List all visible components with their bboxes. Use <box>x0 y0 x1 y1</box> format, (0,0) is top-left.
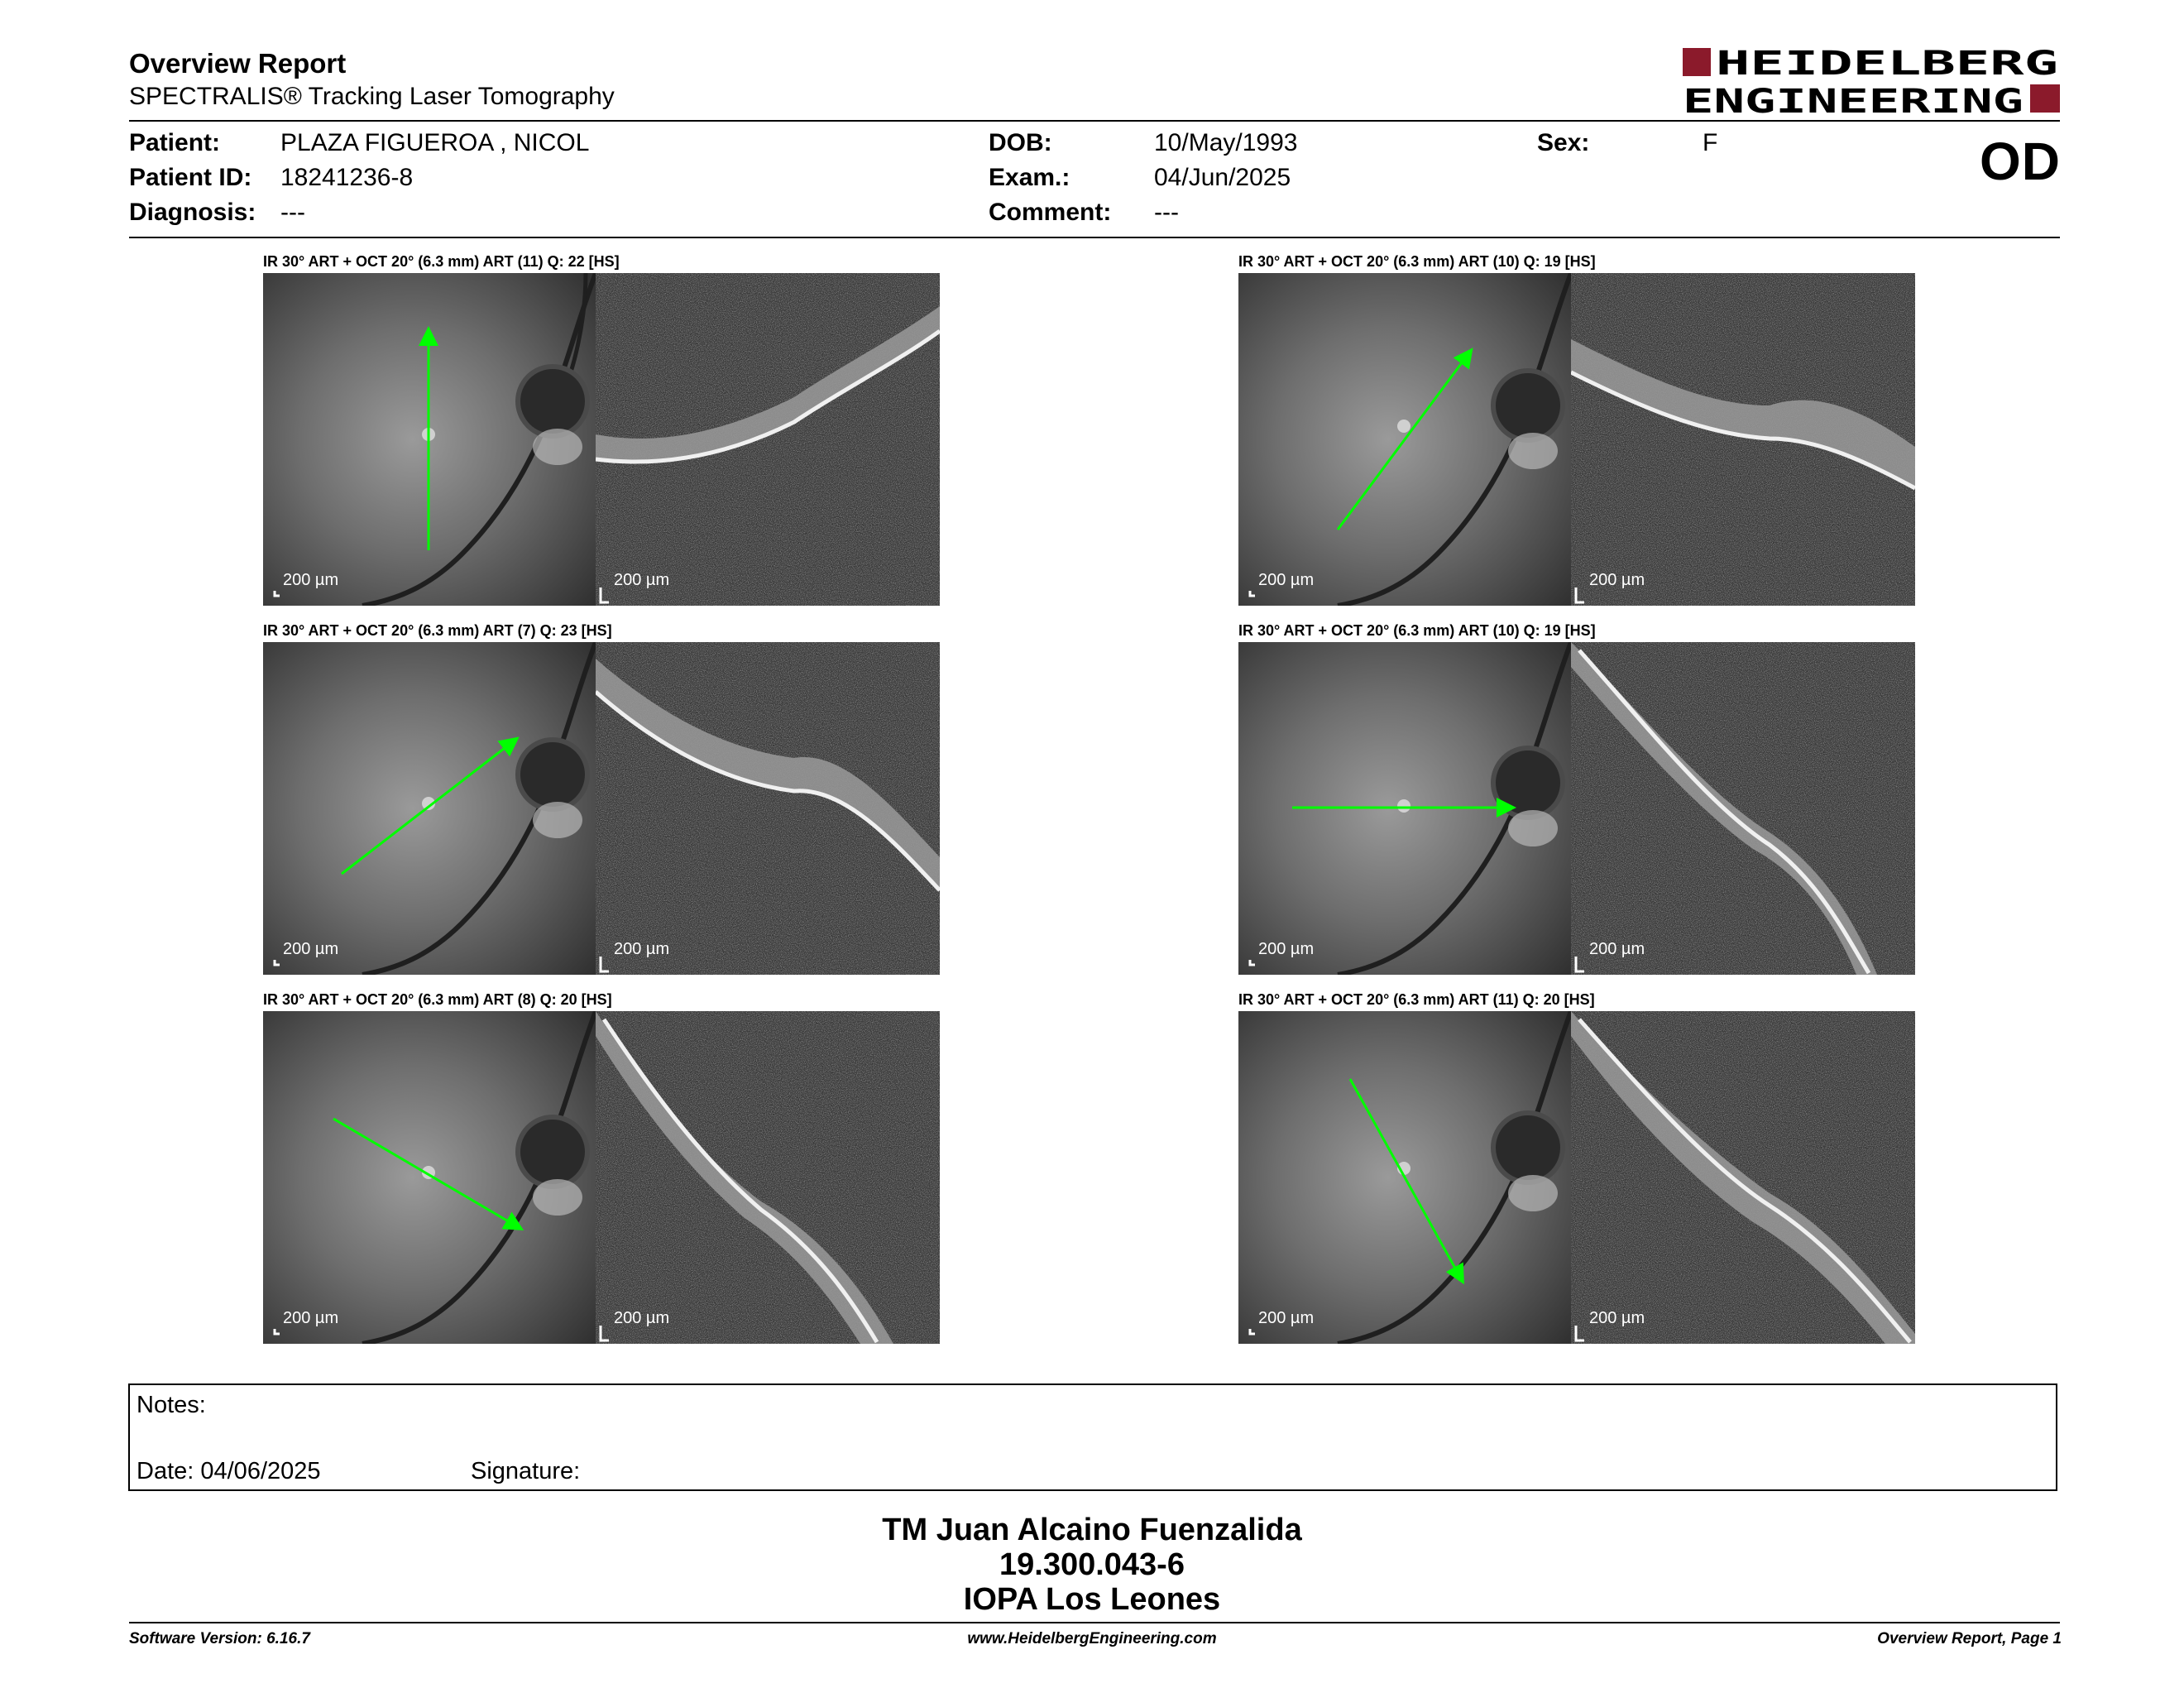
patient-name: PLAZA FIGUEROA , NICOL <box>280 129 590 156</box>
oct-scale-label: 200 µm <box>1589 571 1645 589</box>
diagnosis-label: Diagnosis: <box>129 199 256 226</box>
exam-value: 04/Jun/2025 <box>1154 164 1291 191</box>
notes-box[interactable] <box>128 1383 2057 1491</box>
oct-bscan-image <box>596 273 940 606</box>
dob-value: 10/May/1993 <box>1154 129 1298 156</box>
scan-panel <box>263 273 940 606</box>
oct-bscan-image <box>596 642 940 975</box>
scan-panel <box>1238 642 1915 975</box>
scan-title: IR 30° ART + OCT 20° (6.3 mm) ART (11) Q: 22 [HS] <box>263 253 620 270</box>
diagnosis-value: --- <box>280 199 305 226</box>
ir-fundus-image <box>1238 642 1571 975</box>
exam-label: Exam.: <box>989 164 1070 191</box>
oct-bscan-image <box>1571 273 1915 606</box>
patient-id: 18241236-8 <box>280 164 414 191</box>
header-divider <box>129 120 2060 122</box>
ir-scale-label: 200 µm <box>283 571 339 589</box>
comment-value: --- <box>1154 199 1179 226</box>
oct-scale-label: 200 µm <box>1589 1309 1645 1327</box>
oct-bscan-image <box>1571 642 1915 975</box>
patient-id-label: Patient ID: <box>129 164 252 191</box>
sex-label: Sex: <box>1537 129 1590 156</box>
signature-label: Signature: <box>471 1458 581 1484</box>
scan-panel <box>263 642 940 975</box>
oct-bscan-image <box>1571 1011 1915 1344</box>
website-link[interactable]: www.HeidelbergEngineering.com <box>967 1630 1217 1647</box>
scan-title: IR 30° ART + OCT 20° (6.3 mm) ART (7) Q: 23 [HS] <box>263 622 612 639</box>
ir-scale-label: 200 µm <box>1258 940 1315 958</box>
page-indicator: Overview Report, Page 1 <box>1877 1630 2062 1647</box>
report-title: Overview Report <box>129 48 347 79</box>
heidelberg-logo <box>1683 46 2060 116</box>
scan-panel <box>1238 1011 1915 1344</box>
ir-fundus-image <box>1238 1011 1571 1344</box>
dob-label: DOB: <box>989 129 1052 156</box>
scan-panel <box>1238 273 1915 606</box>
scan-title: IR 30° ART + OCT 20° (6.3 mm) ART (11) Q: 20 [HS] <box>1238 991 1595 1008</box>
signer-rut: 19.300.043-6 <box>999 1547 1185 1582</box>
oct-scale-label: 200 µm <box>614 1309 670 1327</box>
oct-scale-label: 200 µm <box>614 571 670 589</box>
comment-label: Comment: <box>989 199 1112 226</box>
logo-square-bottom <box>2030 84 2060 113</box>
eye-indicator: OD <box>1980 132 2061 191</box>
patient-name-label: Patient: <box>129 129 221 156</box>
oct-bscan-image <box>596 1011 940 1344</box>
scan-title: IR 30° ART + OCT 20° (6.3 mm) ART (10) Q: 19 [HS] <box>1238 622 1596 639</box>
signer-institution: IOPA Los Leones <box>963 1582 1221 1617</box>
ir-scale-label: 200 µm <box>1258 1309 1315 1327</box>
ir-fundus-image <box>263 1011 596 1344</box>
scan-title: IR 30° ART + OCT 20° (6.3 mm) ART (10) Q: 19 [HS] <box>1238 253 1596 270</box>
sex-value: F <box>1703 129 1718 156</box>
oct-scale-label: 200 µm <box>1589 940 1645 958</box>
notes-label: Notes: <box>136 1392 206 1418</box>
logo-line1: HEIDELBERG <box>1716 46 2058 83</box>
patient-divider <box>129 237 2060 238</box>
scan-title: IR 30° ART + OCT 20° (6.3 mm) ART (8) Q: 20 [HS] <box>263 991 612 1008</box>
ir-scale-label: 200 µm <box>1258 571 1315 589</box>
logo-line2: ENGINEERING <box>1683 83 2024 116</box>
report-subtitle: SPECTRALIS® Tracking Laser Tomography <box>129 83 615 110</box>
ir-fundus-image <box>1238 273 1571 606</box>
ir-scale-label: 200 µm <box>283 940 339 958</box>
ir-fundus-image <box>263 642 596 975</box>
logo-square-top <box>1683 48 1711 76</box>
ir-scale-label: 200 µm <box>283 1309 339 1327</box>
software-version: Software Version: 6.16.7 <box>129 1630 310 1647</box>
oct-scale-label: 200 µm <box>614 940 670 958</box>
date-label: Date: 04/06/2025 <box>136 1458 321 1484</box>
footer-divider <box>129 1622 2060 1623</box>
ir-fundus-image <box>263 273 596 606</box>
signer-name: TM Juan Alcaino Fuenzalida <box>882 1513 1302 1547</box>
scan-panel <box>263 1011 940 1344</box>
